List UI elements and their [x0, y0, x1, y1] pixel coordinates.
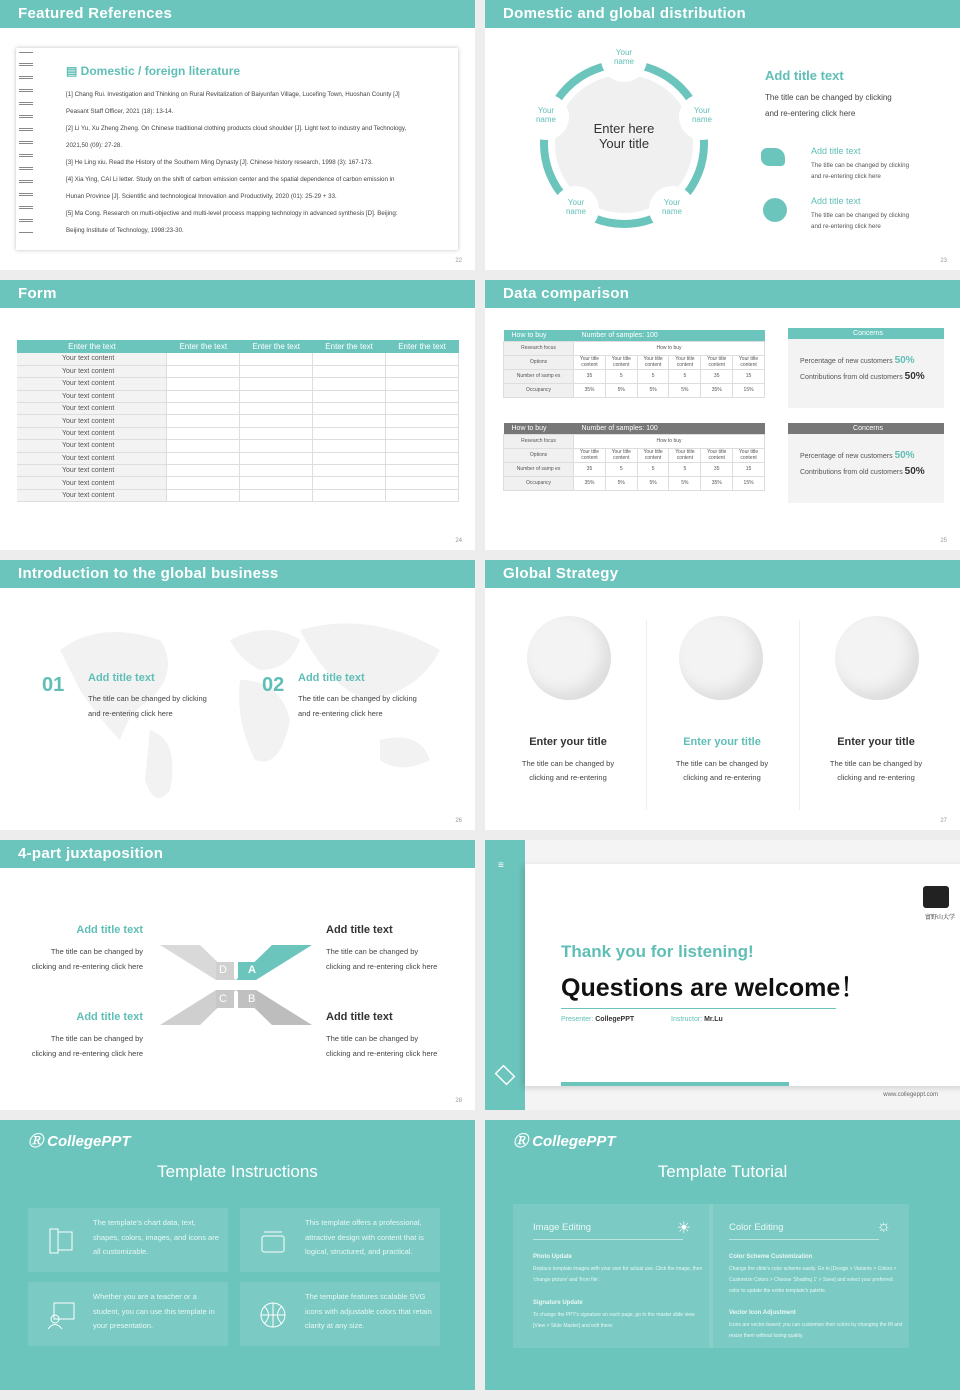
- book-icon: ▤: [66, 64, 81, 78]
- table-row: [17, 415, 459, 427]
- cycle-node: Your name: [649, 186, 695, 232]
- slide-distribution[interactable]: [485, 0, 960, 270]
- table-cell: [386, 427, 459, 439]
- comparison-table: How to buy Number of samples: 100 Research focus How to buy Options Your title content Your title content Your title content Your title content Your title content Your title content Number of samp es 35 5 5 5 35 15 Occupancy 35% 5% 5% 5% 35% 15%: [503, 423, 765, 491]
- table-row: [17, 403, 459, 415]
- item-desc: The title can be changed by clicking and re-entering click here: [88, 694, 207, 718]
- slide-thank-you[interactable]: [485, 840, 960, 1110]
- item-desc: The title can be changed by clicking and re-entering click here: [298, 694, 417, 718]
- globe-image: [679, 616, 763, 700]
- table-cell: [386, 403, 459, 415]
- table-row: [17, 465, 459, 477]
- menu-icon: ≡: [498, 860, 504, 871]
- table-cell: [313, 353, 386, 365]
- table-cell: [240, 415, 313, 427]
- slide-juxtaposition[interactable]: [0, 840, 475, 1110]
- table-cell: [386, 477, 459, 489]
- sub-desc: The title can be changed by clicking and re-entering click here: [811, 212, 910, 230]
- side-bar: [485, 840, 525, 1110]
- quad-letter: C: [219, 993, 227, 1005]
- strategy-desc: The title can be changed by clicking and re-entering: [521, 759, 615, 782]
- table-cell: [386, 415, 459, 427]
- table-cell: [313, 465, 386, 477]
- table-cell: Your text content: [17, 353, 167, 365]
- quad-letter: B: [248, 993, 256, 1005]
- table-cell: Your text content: [17, 390, 167, 402]
- logo-icon: Ⓡ: [28, 1133, 48, 1150]
- page-number: 27: [940, 818, 947, 824]
- table-cell: [240, 365, 313, 377]
- reference-list: [1] Chang Rui. Investigation and Thinking on Rural Revitalization of Baiyunfan Village, Lucefing Town, Huoshan County [J] Peasant Staff Officer, 2021 (18): 13-14. [2] Li Yu, Xu Zheng Zheng. On Chinese traditional clothing products cloud shoulder [J]. Light text to industry and Technology, 2021,50 (09): 27-28. [3] He Ling xiu. Read the History of the Southern Ming Dynasty [J]. Chinese history research, 1998 (3): 167-173. [4] Xia Ying, CAI Li letter. Study on the shift of carbon emission center and the spatial dependence of carbon emission in Hunan Province [J]. Scientific and technological Innovation and Productivity, 2020 (01): 25-29 + 33. [5] Ma Cong. Research on multi-objective and multi-level process mapping technology in advanced synthesis [D]. Beijing: Beijing Institute of Technology, 1998:23-30.: [66, 91, 407, 234]
- strategy-desc: The title can be changed by clicking and re-entering: [675, 759, 769, 782]
- table-cell: [240, 477, 313, 489]
- table-row: [17, 489, 459, 501]
- instructor-line: Instructor: Mr.Lu: [671, 1016, 723, 1023]
- table-row: [17, 378, 459, 390]
- table-cell: Your text content: [17, 489, 167, 501]
- globe-image: [527, 616, 611, 700]
- table-cell: [313, 378, 386, 390]
- table-cell: [167, 427, 240, 439]
- globe-icon: [763, 198, 787, 222]
- quad-desc: The title can be changed by clicking and re-entering click here: [31, 1034, 143, 1058]
- item-title: Add title text: [298, 672, 365, 684]
- palette-icon: ☼: [876, 1218, 891, 1235]
- slide-title: Template Instructions: [157, 1162, 318, 1181]
- cycle-center: Enter here Your title: [555, 75, 693, 213]
- add-title: Add title text: [765, 68, 844, 83]
- logo-icon: Ⓡ: [513, 1133, 533, 1150]
- table-row: [17, 390, 459, 402]
- table-cell: [167, 465, 240, 477]
- page-number: 26: [455, 818, 462, 824]
- item-number: 01: [42, 674, 65, 696]
- table-cell: [167, 440, 240, 452]
- layers-icon: [258, 1226, 288, 1256]
- slide-title: Template Tutorial: [657, 1162, 788, 1181]
- table-row: [17, 452, 459, 464]
- cycle-node: Your name: [553, 186, 599, 232]
- slide-featured-references[interactable]: [0, 0, 475, 270]
- university-name: 富野山大学: [924, 915, 955, 921]
- quad-title: Add title text: [326, 1011, 393, 1023]
- table-cell: [313, 452, 386, 464]
- four-part-graphic: [160, 940, 312, 1030]
- table-cell: [313, 440, 386, 452]
- table-cell: [386, 353, 459, 365]
- notebook-card: [16, 48, 458, 250]
- page-number: 28: [455, 1098, 462, 1104]
- page-number: 24: [455, 538, 462, 544]
- quad-letter: D: [219, 964, 227, 976]
- table-cell: [313, 477, 386, 489]
- table-cell: [386, 465, 459, 477]
- presenter-line: Presenter: CollegePPT: [561, 1016, 635, 1023]
- table-cell: [313, 403, 386, 415]
- slide-header: 4-part juxtaposition: [0, 840, 475, 868]
- item-number: 02: [262, 674, 285, 696]
- table-cell: [240, 465, 313, 477]
- table-cell: Your text content: [17, 365, 167, 377]
- table-cell: [167, 365, 240, 377]
- table-row: [17, 353, 459, 365]
- strategy-title: Enter your title: [529, 736, 607, 748]
- table-cell: [386, 390, 459, 402]
- thank-you-card: [525, 864, 960, 1086]
- table-cell: [240, 452, 313, 464]
- table-cell: [313, 489, 386, 501]
- table-cell: Your text content: [17, 427, 167, 439]
- quad-title: Add title text: [76, 1011, 143, 1023]
- binder-rings: [19, 52, 37, 234]
- layers-icon: [495, 1065, 516, 1086]
- table-cell: [386, 440, 459, 452]
- table-cell: [167, 353, 240, 365]
- slide-global-business[interactable]: [0, 560, 475, 830]
- slide-header: Featured References: [0, 0, 475, 28]
- table-cell: [386, 489, 459, 501]
- comparison-table: How to buy Number of samples: 100 Research focus How to buy Options Your title content Your title content Your title content Your title content Your title content Your title content Number of samp es 35 5 5 5 35 15 Occupancy 35% 5% 5% 5% 35% 15%: [503, 330, 765, 398]
- slide-header: Form: [0, 280, 475, 308]
- literature-title: ▤ Domestic / foreign literature: [66, 64, 241, 78]
- slide-header: Global Strategy: [485, 560, 960, 588]
- form-table-body: [17, 353, 459, 502]
- table-cell: [240, 353, 313, 365]
- cycle-node: Your name: [679, 94, 725, 140]
- thanks-text: Thank you for listening!: [561, 942, 754, 961]
- cycle-node: Your name: [601, 36, 647, 82]
- concerns-box: Concerns Percentage of new customers 50% Contributions from old customers 50%: [788, 328, 944, 408]
- sub-desc: The title can be changed by clicking and re-entering click here: [811, 162, 910, 180]
- table-row: [17, 477, 459, 489]
- instruction-card: The template features scalable SVG icons with adjustable colors that retain clarity at any size.: [240, 1282, 440, 1346]
- table-cell: Your text content: [17, 415, 167, 427]
- collegeppt-logo: Ⓡ CollegePPT: [513, 1133, 616, 1150]
- table-cell: [167, 489, 240, 501]
- slide-template-tutorial[interactable]: [485, 1120, 960, 1390]
- table-cell: [167, 403, 240, 415]
- slide-header: Domestic and global distribution: [485, 0, 960, 28]
- slide-data-comparison[interactable]: [485, 280, 960, 550]
- quad-title: Add title text: [326, 924, 393, 936]
- table-cell: [167, 415, 240, 427]
- lightbulb-icon: ☀: [676, 1220, 691, 1237]
- table-cell: Your text content: [17, 477, 167, 489]
- quad-title: Add title text: [76, 924, 143, 936]
- website-url[interactable]: www.collegeppt.com: [883, 1092, 938, 1098]
- table-cell: Your text content: [17, 378, 167, 390]
- tutorial-card: Color Editing ☼ Color Scheme Customization Change the slide's color scheme easily. Go to [Design > Variants > Colors > Customize Colors > Choose 'Shading 1' > Save] and select your preferred color to update the entire template's palette. Vector Icon Adjustment Icons are vector-based; you can customize their colors by changing the fill and resize them without losing quality.: [709, 1204, 909, 1348]
- concerns-box: Concerns Percentage of new customers 50% Contributions from old customers 50%: [788, 423, 944, 503]
- form-table: Enter the text Enter the text Enter the text Enter the text Enter the text Your text content Your text content Your text content Your text content Your text content Your text content Your text content Your text content Your text content Your text content Your text content Your text content: [17, 340, 459, 502]
- table-cell: [313, 390, 386, 402]
- instruction-card: The template's chart data, text, shapes, colors, images, and icons are all customizable.: [28, 1208, 228, 1272]
- table-cell: [313, 415, 386, 427]
- quad-desc: The title can be changed by clicking and re-entering click here: [326, 1034, 438, 1058]
- slide-global-strategy[interactable]: [485, 560, 960, 830]
- table-cell: [386, 452, 459, 464]
- strategy-title: Enter your title: [837, 736, 915, 748]
- slide-form[interactable]: [0, 280, 475, 550]
- instruction-card: This template offers a professional, attractive design with content that is logical, structured, and practical.: [240, 1208, 440, 1272]
- tutorial-card: Image Editing ☀ Photo Update Replace template images with your own for actual use. Click the image, then 'change picture' and 'from file'. Signature Update To change the PPT's signature on each page, go to the master slide view [View > Slide Master] and edit there.: [513, 1204, 713, 1348]
- table-cell: [240, 427, 313, 439]
- table-cell: Your text content: [17, 465, 167, 477]
- sub-title: Add title text: [811, 196, 861, 206]
- table-cell: [240, 489, 313, 501]
- china-map-icon: [761, 148, 785, 166]
- table-cell: Your text content: [17, 440, 167, 452]
- table-cell: Your text content: [17, 403, 167, 415]
- collegeppt-logo: Ⓡ CollegePPT: [28, 1133, 131, 1150]
- globe-image: [835, 616, 919, 700]
- page-number: 25: [940, 538, 947, 544]
- questions-text: Questions are welcome！: [561, 974, 866, 1002]
- university-logo: [923, 886, 949, 908]
- quad-letter: A: [248, 964, 256, 976]
- quad-desc: The title can be changed by clicking and re-entering click here: [31, 947, 143, 971]
- slide-header: Data comparison: [485, 280, 960, 308]
- table-cell: [167, 477, 240, 489]
- cycle-node: Your name: [523, 94, 569, 140]
- page-number: 22: [455, 258, 462, 264]
- table-cell: [386, 378, 459, 390]
- table-cell: [240, 378, 313, 390]
- table-cell: [240, 440, 313, 452]
- table-cell: [167, 452, 240, 464]
- table-cell: [313, 365, 386, 377]
- table-cell: [167, 378, 240, 390]
- table-cell: [386, 365, 459, 377]
- basketball-icon: [258, 1300, 288, 1330]
- table-row: [17, 427, 459, 439]
- table-cell: [240, 403, 313, 415]
- table-cell: [240, 390, 313, 402]
- quad-desc: The title can be changed by clicking and re-entering click here: [326, 947, 438, 971]
- strategy-title: Enter your title: [683, 736, 761, 748]
- sub-title: Add title text: [811, 146, 861, 156]
- item-title: Add title text: [88, 672, 155, 684]
- teacher-icon: [46, 1300, 76, 1330]
- add-desc: The title can be changed by clicking and re-entering click here: [765, 93, 892, 118]
- table-row: [17, 440, 459, 452]
- strategy-desc: The title can be changed by clicking and re-entering: [829, 759, 923, 782]
- book-icon: [46, 1226, 76, 1256]
- page-number: 23: [940, 258, 947, 264]
- instruction-card: Whether you are a teacher or a student, you can use this template in your presentation.: [28, 1282, 228, 1346]
- table-cell: Your text content: [17, 452, 167, 464]
- slide-template-instructions[interactable]: [0, 1120, 475, 1390]
- slide-header: Introduction to the global business: [0, 560, 475, 588]
- table-cell: [167, 390, 240, 402]
- table-cell: [313, 427, 386, 439]
- table-row: [17, 365, 459, 377]
